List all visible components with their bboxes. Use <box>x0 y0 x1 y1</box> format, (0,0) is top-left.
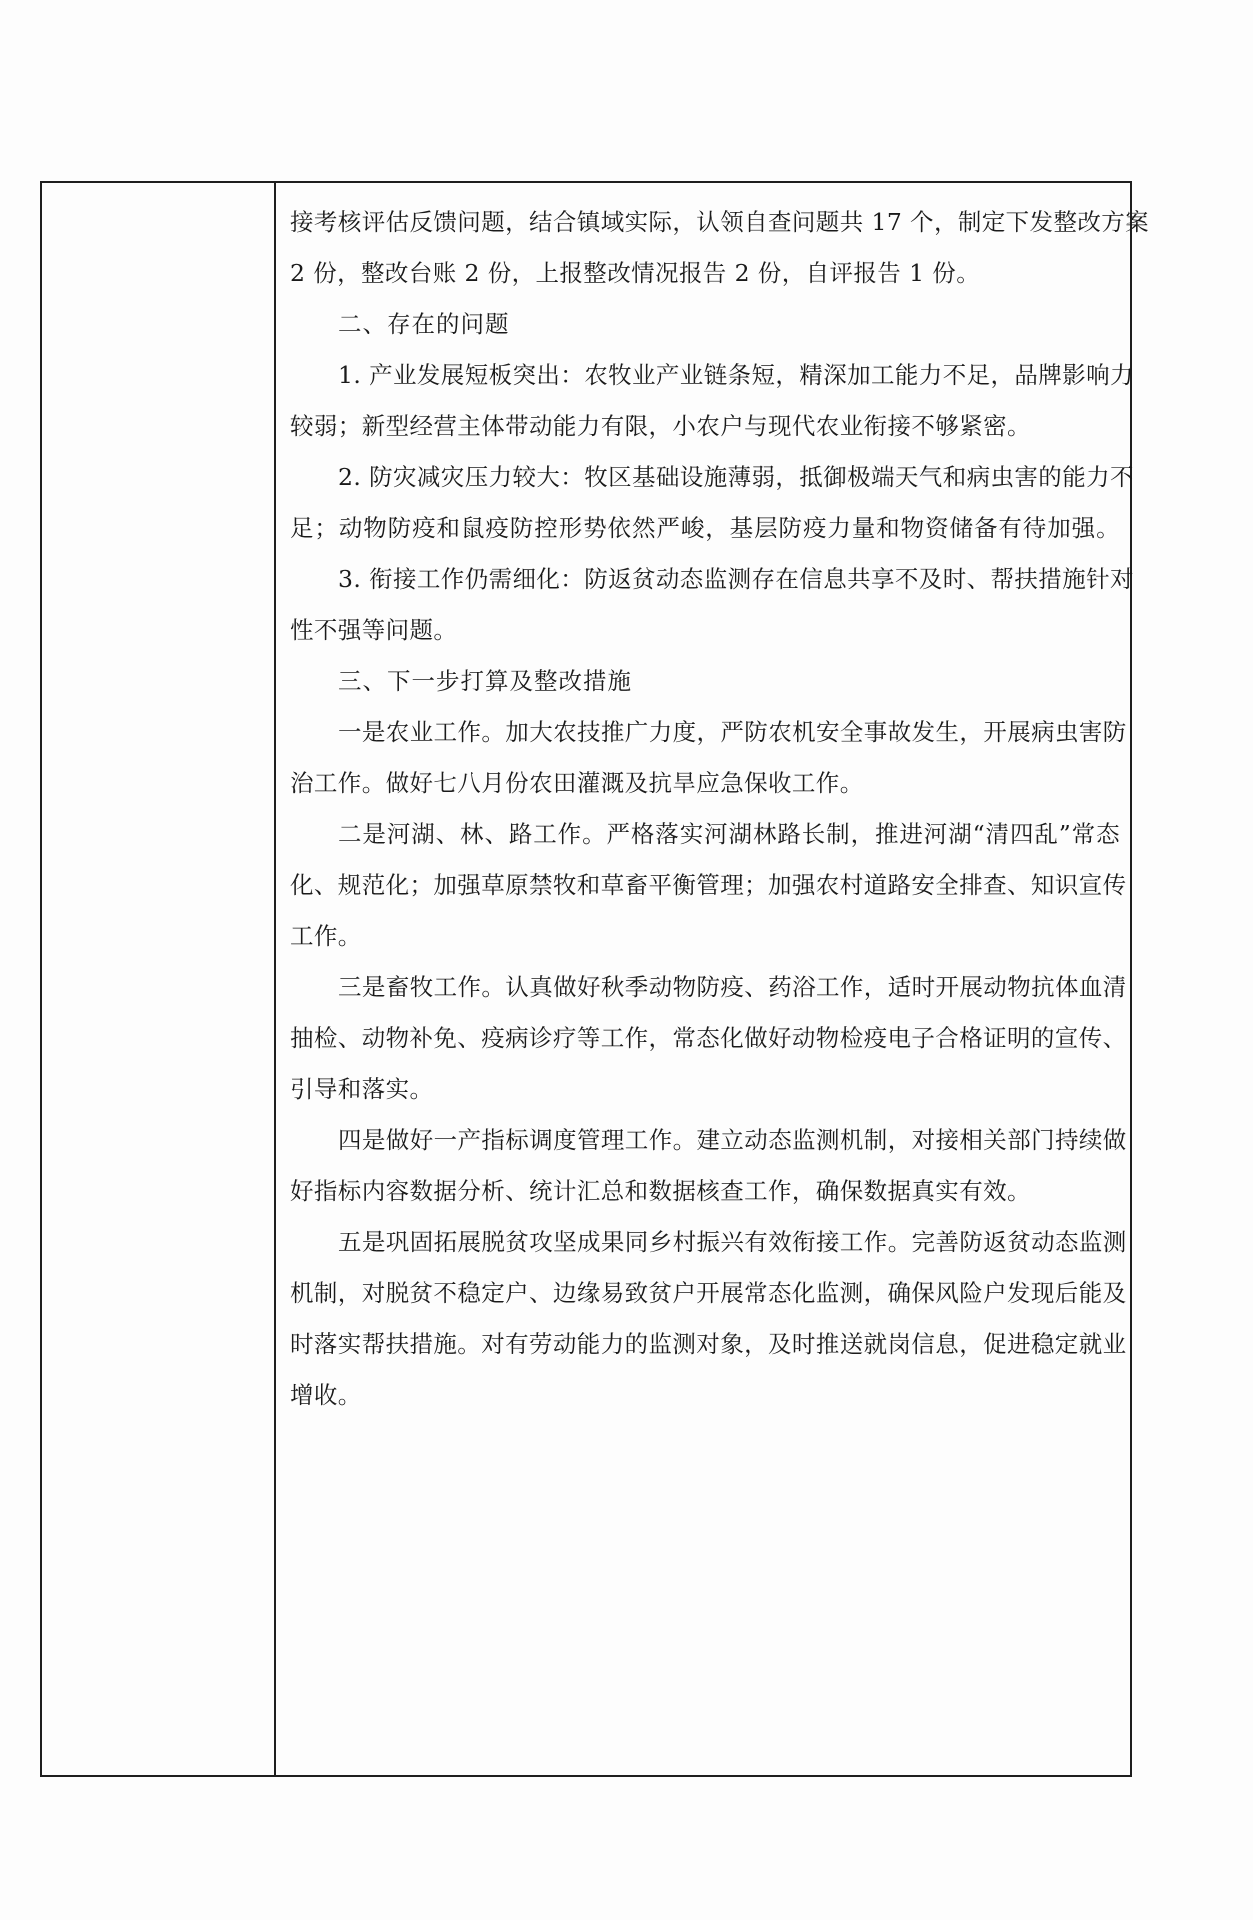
form-table <box>40 181 1150 1777</box>
text-line: 治工作。做好七八月份农田灌溉及抗旱应急保收工作。 <box>290 769 864 797</box>
text-line: 3. 衔接工作仍需细化：防返贫动态监测存在信息共享不及时、帮扶措施针对 <box>338 565 1134 593</box>
text-line: 抽检、动物补免、疫病诊疗等工作，常态化做好动物检疫电子合格证明的宣传、 <box>290 1024 1127 1052</box>
text-line: 足；动物防疫和鼠疫防控形势依然严峻，基层防疫力量和物资储备有待加强。 <box>290 514 1120 542</box>
text-line: 化、规范化；加强草原禁牧和草畜平衡管理；加强农村道路安全排查、知识宣传 <box>290 871 1127 899</box>
text-line: 机制，对脱贫不稳定户、边缘易致贫户开展常态化监测，确保风险户发现后能及 <box>290 1279 1127 1307</box>
text-line: 增收。 <box>290 1381 362 1409</box>
text-line: 一是农业工作。加大农技推广力度，严防农机安全事故发生，开展病虫害防 <box>338 718 1127 746</box>
text-line: 2. 防灾减灾压力较大：牧区基础设施薄弱，抵御极端天气和病虫害的能力不 <box>338 463 1134 491</box>
text-line: 工作。 <box>290 922 362 950</box>
text-line: 好指标内容数据分析、统计汇总和数据核查工作，确保数据真实有效。 <box>290 1177 1031 1205</box>
text-line: 四是做好一产指标调度管理工作。建立动态监测机制，对接相关部门持续做 <box>338 1126 1127 1154</box>
text-line: 二是河湖、林、路工作。严格落实河湖林路长制，推进河湖“清四乱”常态 <box>338 820 1120 848</box>
text-line: 较弱；新型经营主体带动能力有限，小农户与现代农业衔接不够紧密。 <box>290 412 1031 440</box>
text-line: 时落实帮扶措施。对有劳动能力的监测对象，及时推送就岗信息，促进稳定就业 <box>290 1330 1127 1358</box>
text-line: 五是巩固拓展脱贫攻坚成果同乡村振兴有效衔接工作。完善防返贫动态监测 <box>338 1228 1127 1256</box>
table-content-cell <box>290 197 1150 1421</box>
section-heading-next-steps: 三、下一步打算及整改措施 <box>338 667 632 695</box>
text-line: 引导和落实。 <box>290 1075 434 1103</box>
text-line: 1. 产业发展短板突出：农牧业产业链条短，精深加工能力不足，品牌影响力 <box>338 361 1134 389</box>
text-line: 性不强等问题。 <box>290 616 458 644</box>
section-heading-problems: 二、存在的问题 <box>338 310 510 338</box>
text-line: 接考核评估反馈问题，结合镇域实际，认领自查问题共 17 个，制定下发整改方案 <box>290 208 1150 236</box>
table-label-column <box>42 183 276 1775</box>
text-line: 三是畜牧工作。认真做好秋季动物防疫、药浴工作，适时开展动物抗体血清 <box>338 973 1127 1001</box>
text-line: 2 份，整改台账 2 份，上报整改情况报告 2 份，自评报告 1 份。 <box>290 259 981 287</box>
